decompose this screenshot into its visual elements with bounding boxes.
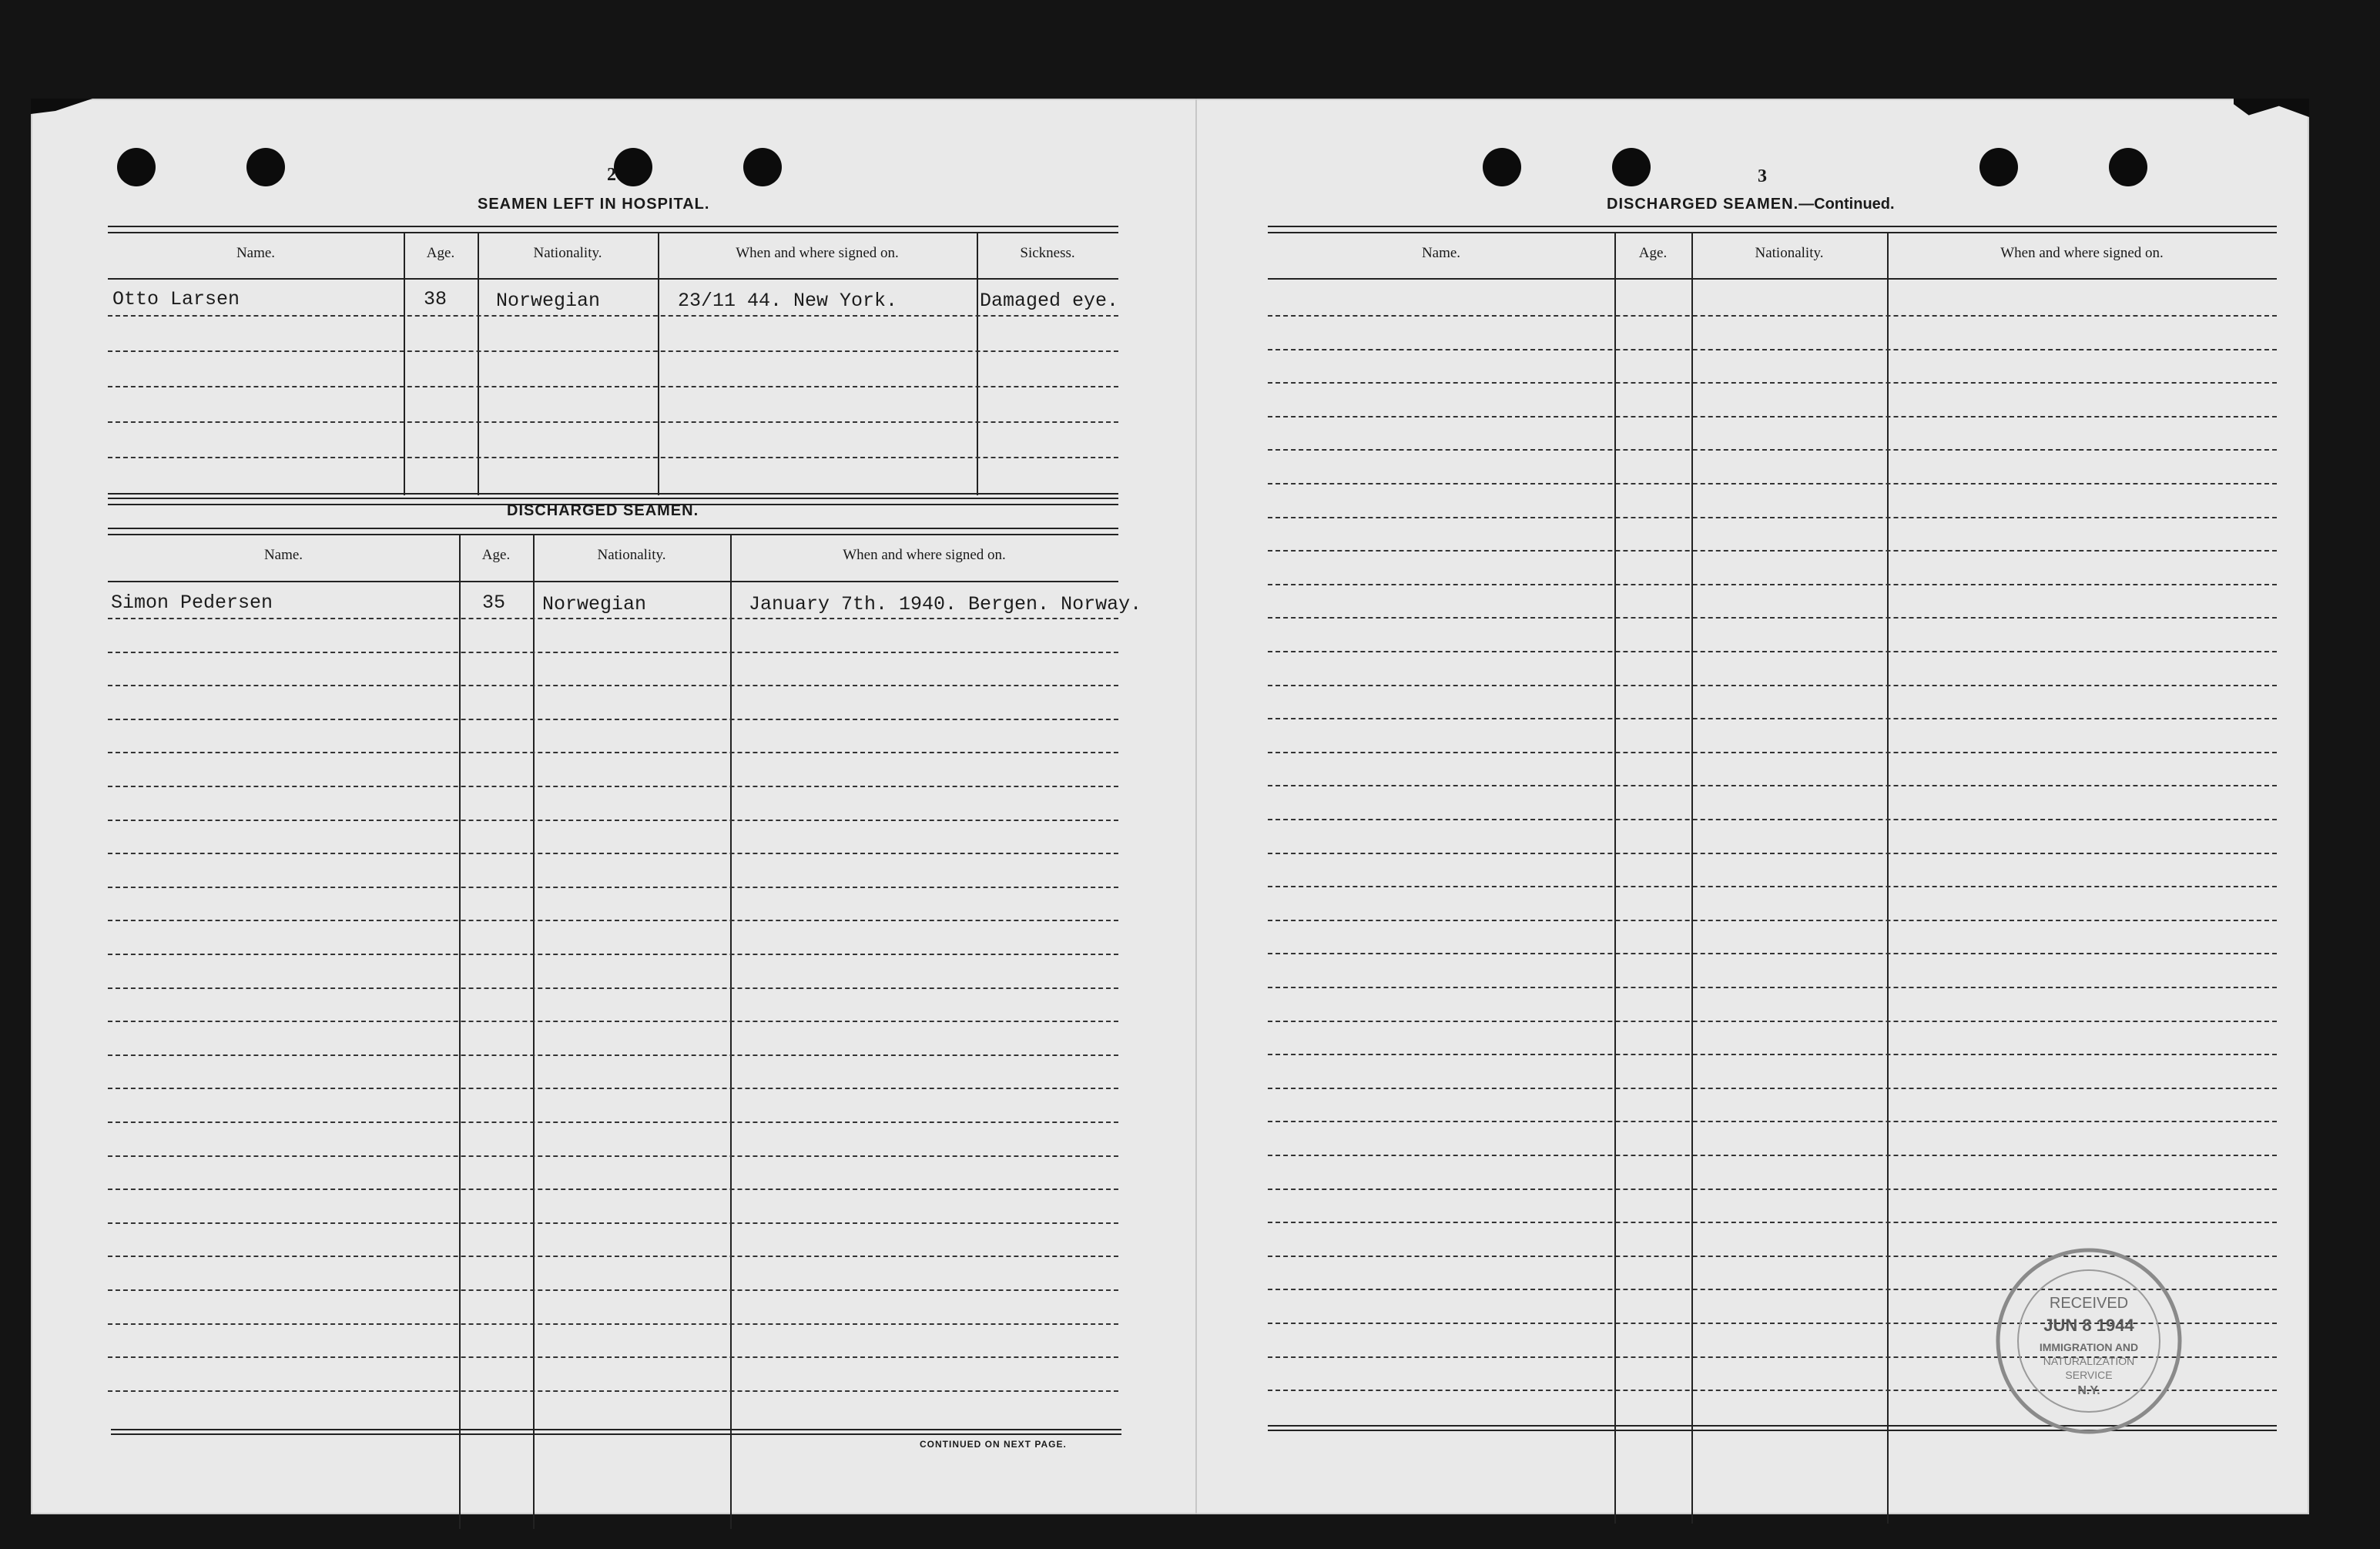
section-bottom-rule [108, 493, 1118, 495]
hospital-section-title: SEAMEN LEFT IN HOSPITAL. [478, 196, 710, 213]
stamp-received: RECEIVED [2049, 1295, 2129, 1312]
row-line [108, 386, 1118, 387]
row-line [108, 853, 1118, 854]
row-line [108, 1122, 1118, 1123]
row-line [1268, 382, 2277, 384]
column-divider [1691, 233, 1693, 1524]
double-rule [108, 226, 1118, 233]
row-line [108, 1189, 1118, 1190]
row-line [1268, 449, 2277, 451]
column-header-name: Name. [236, 245, 276, 261]
header-rule [108, 278, 1118, 280]
row-line [108, 652, 1118, 653]
row-line [108, 1323, 1118, 1325]
row-line [108, 752, 1118, 753]
row-line [1268, 416, 2277, 417]
row-line [1268, 718, 2277, 719]
column-header-nationality: Nationality. [1755, 245, 1824, 261]
discharged-continued-title [1607, 196, 1895, 213]
row-line [1268, 819, 2277, 820]
row-line [108, 954, 1118, 955]
row-line [108, 1356, 1118, 1358]
row-line [1268, 550, 2277, 552]
double-rule [111, 1429, 1121, 1435]
row-line [1268, 517, 2277, 518]
discharged-title-main: DISCHARGED SEAMEN. [1607, 196, 1799, 213]
page-number: 3 [1758, 166, 1767, 186]
row-line [108, 786, 1118, 787]
row-line [1268, 785, 2277, 786]
column-divider [1887, 233, 1889, 1524]
row-line [108, 350, 1118, 352]
row-line [108, 618, 1118, 619]
stamp-line-ny: N.Y. [2077, 1384, 2100, 1397]
row-line [1268, 920, 2277, 921]
column-header-signed-on: When and where signed on. [843, 547, 1006, 563]
header-rule [1268, 278, 2277, 280]
stamp-line-service: SERVICE [2065, 1369, 2113, 1381]
row-line [1268, 651, 2277, 652]
row-line [1268, 1054, 2277, 1055]
column-header-sickness: Sickness. [1020, 245, 1075, 261]
discharged-entry-signed-on: January 7th. 1940. Bergen. Norway. [749, 593, 1142, 615]
double-rule [1268, 226, 2277, 233]
row-line [1268, 1088, 2277, 1089]
column-header-name: Name. [263, 547, 303, 563]
hospital-entry-signed-on: 23/11 44. New York. [678, 290, 898, 312]
row-line [108, 457, 1118, 458]
row-line [1268, 685, 2277, 686]
discharged-entry-age: 35 [482, 592, 506, 614]
row-line [1268, 483, 2277, 484]
row-line [108, 1054, 1118, 1056]
row-line [108, 987, 1118, 989]
stamp-date: JUN 8 1944 [2043, 1316, 2134, 1335]
column-divider [658, 233, 659, 495]
column-header-nationality: Nationality. [533, 245, 602, 261]
hospital-entry-nationality: Norwegian [496, 290, 601, 312]
left-page [31, 99, 1195, 1514]
row-line [1268, 1189, 2277, 1190]
row-line [1268, 752, 2277, 753]
header-rule [108, 581, 1118, 582]
column-header-nationality: Nationality. [597, 547, 666, 563]
row-line [108, 685, 1118, 686]
double-rule [108, 528, 1118, 535]
column-header-name: Name. [1421, 245, 1461, 261]
row-line [1268, 1155, 2277, 1156]
row-line [108, 1088, 1118, 1089]
hospital-entry-name: Otto Larsen [112, 288, 240, 310]
row-line [1268, 1021, 2277, 1022]
discharged-entry-nationality: Norwegian [542, 593, 647, 615]
column-header-age: Age. [426, 245, 455, 261]
stamp-graphic [1985, 1237, 2193, 1445]
discharged-section-title: DISCHARGED SEAMEN. [507, 502, 699, 519]
row-line [1268, 1222, 2277, 1223]
column-divider [478, 233, 479, 495]
row-line [1268, 886, 2277, 887]
received-stamp [1985, 1237, 2193, 1449]
row-line [108, 1222, 1118, 1224]
row-line [108, 421, 1118, 423]
continued-note: CONTINUED ON NEXT PAGE. [920, 1439, 1067, 1450]
column-divider [977, 233, 978, 495]
row-line [1268, 1121, 2277, 1122]
row-line [1268, 315, 2277, 317]
column-header-age: Age. [1638, 245, 1668, 261]
row-line [1268, 617, 2277, 619]
column-divider [1614, 233, 1616, 1524]
row-line [1268, 349, 2277, 350]
row-line [108, 920, 1118, 921]
stamp-line-immigration: IMMIGRATION AND [2039, 1341, 2139, 1353]
form-sheet [31, 99, 2309, 1514]
row-line [108, 1289, 1118, 1291]
row-line [1268, 853, 2277, 854]
row-line [108, 719, 1118, 720]
row-line [108, 1390, 1118, 1392]
hospital-entry-age: 38 [424, 288, 448, 310]
row-line [108, 1155, 1118, 1157]
row-line [108, 1021, 1118, 1022]
row-line [1268, 584, 2277, 585]
row-line [108, 315, 1118, 317]
discharged-entry-name: Simon Pedersen [111, 592, 273, 614]
page-number: 2 [607, 165, 616, 185]
column-header-age: Age. [481, 547, 511, 563]
row-line [1268, 953, 2277, 954]
column-header-signed-on: When and where signed on. [736, 245, 899, 261]
discharged-title-cont: —Continued. [1798, 196, 1895, 213]
row-line [108, 887, 1118, 888]
column-header-signed-on: When and where signed on. [2000, 245, 2164, 261]
row-line [1268, 987, 2277, 988]
row-line [108, 820, 1118, 821]
column-divider [404, 233, 405, 495]
hospital-entry-sickness: Damaged eye. [980, 290, 1119, 312]
stamp-line-naturalization: NATURALIZATION [2043, 1355, 2135, 1367]
row-line [108, 1256, 1118, 1257]
